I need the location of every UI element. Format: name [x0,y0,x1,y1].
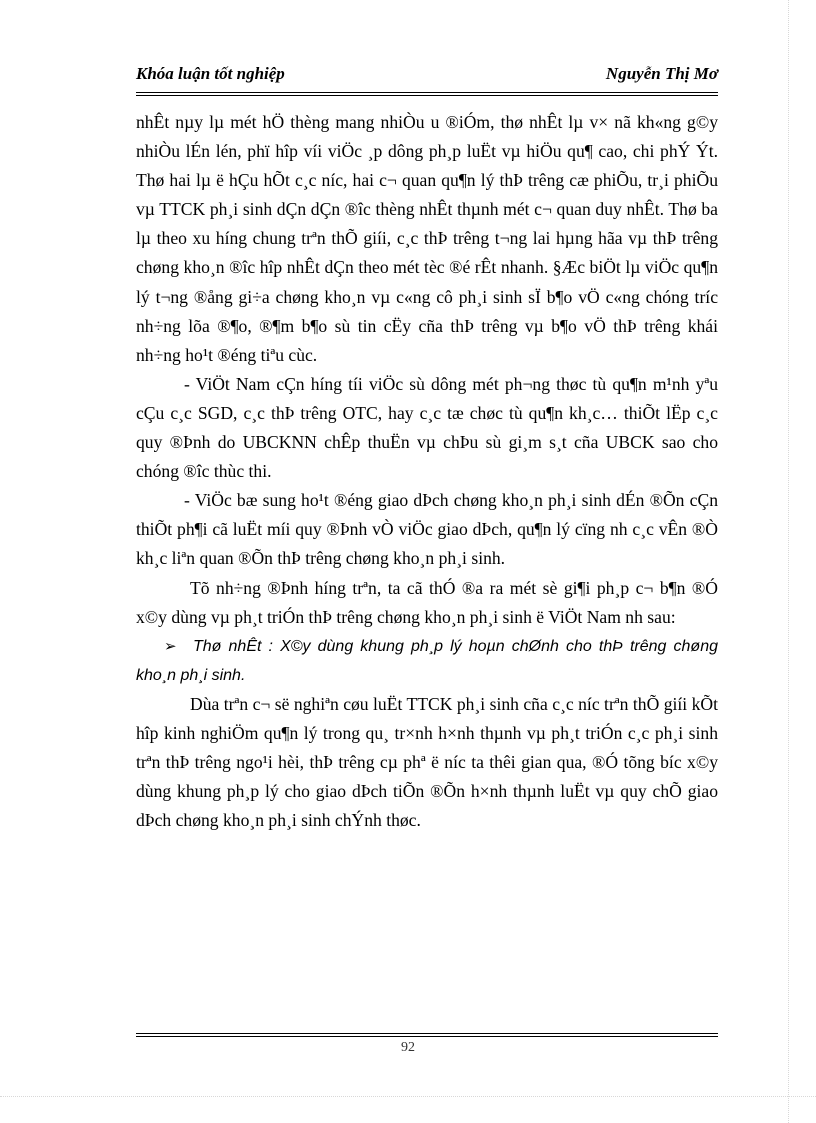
header-document-title: Khóa luận tốt nghiệp [136,64,285,83]
page-edge-right [788,0,789,1123]
paragraph: Dùa trªn c¬ së nghiªn cøu luËt TTCK ph¸i sinh cña c¸c níc trªn thÕ giíi kÕt hîp kinh nghiÖm qu¶n lý trong qu¸ tr×nh h×nh thµnh vµ ph¸t triÓn c¸c ph¸i sinh trªn thÞ trêng ngo¹i hèi, thÞ trêng cµ phª ë níc ta thêi gian qua, ®Ó tõng bíc x©y dùng khung ph¸p lý cho giao dÞch tiÕn ®Õn h×nh thµnh luËt vµ quy chÕ giao dÞch chøng kho¸n ph¸i sinh chÝnh thøc. [136,693,718,831]
header-rule-top [136,92,718,93]
paragraph: - ViÖt Nam cÇn híng tíi viÖc sù dông mét ph¬ng thøc tù qu¶n m¹nh yªu cÇu c¸c SGD, c¸c thÞ trêng OTC, hay c¸c tæ chøc tù qu¶n kh¸c… thiÕt lËp c¸c quy ®Þnh do UBCKNN chÊp thuËn vµ chÞu sù gi¸m s¸t cña UBCK sao cho chóng ®îc thùc thi. [136,373,718,482]
body-text [136,108,718,835]
arrow-bullet-icon: ➢ [164,637,177,655]
footer-rule-top [136,1033,718,1034]
running-header [136,64,718,92]
page-edge-bottom [0,1096,816,1097]
header-author-name: Nguyễn Thị Mơ [605,64,718,83]
paragraph: nhÊt nµy lµ mét hÖ thèng mang nhiÒu u ®iÓm, thø nhÊt lµ v× nã kh«ng g©y nhiÒu lÉn lén, phï hîp víi viÖc ¸p dông ph¸p luËt vµ hiÖu qu¶ cao, chi phÝ Ýt. Thø hai lµ ë hÇu hÕt c¸c níc, hai c¬ quan qu¶n lý thÞ trêng cæ phiÕu, tr¸i phiÕu vµ TTCK ph¸i sinh dÇn dÇn ®îc thèng nhÊt thµnh mét c¬ quan duy nhÊt. Thø ba lµ theo xu híng chung trªn thÕ giíi, c¸c thÞ trêng t¬ng lai hµng hãa vµ thÞ trêng chøng kho¸n ®îc hîp nhÊt dÇn theo mét tèc ®é rÊt nhanh. §Æc biÖt lµ viÖc qu¶n lý t¬ng ®ång gi÷a chøng kho¸n vµ c«ng cô ph¸i sinh sÏ b¶o vÖ c«ng chóng tríc nh÷ng lõa ®¶o, ®¶m b¶o sù tin cËy cña thÞ trêng vµ b¶o vÖ thÞ trêng khái nh÷ng ho¹t ®éng tiªu cùc. [136,112,718,365]
paragraph: Tõ nh÷ng ®Þnh híng trªn, ta cã thÓ ®a ra mét sè gi¶i ph¸p c¬ b¶n ®Ó x©y dùng vµ ph¸t triÓn thÞ trêng chøng kho¸n ph¸i sinh ë ViÖt Nam nh sau: [136,577,718,627]
header-rule-bottom [136,95,718,96]
bullet-text: Thø nhÊt : X©y dùng khung ph¸p lý hoµn chØnh cho thÞ trêng chøng kho¸n ph¸i sinh. [136,637,718,684]
bullet-item [136,632,718,690]
footer-rule-bottom [136,1036,718,1037]
paragraph: - ViÖc bæ sung ho¹t ®éng giao dÞch chøng kho¸n ph¸i sinh dÉn ®Õn cÇn thiÕt ph¶i cã luËt míi quy ®Þnh vÒ viÖc giao dÞch, qu¶n lý cïng nh c¸c vÊn ®Ò kh¸c liªn quan ®Õn thÞ trêng chøng kho¸n ph¸i sinh. [136,490,718,569]
page-number: 92 [401,1040,415,1055]
